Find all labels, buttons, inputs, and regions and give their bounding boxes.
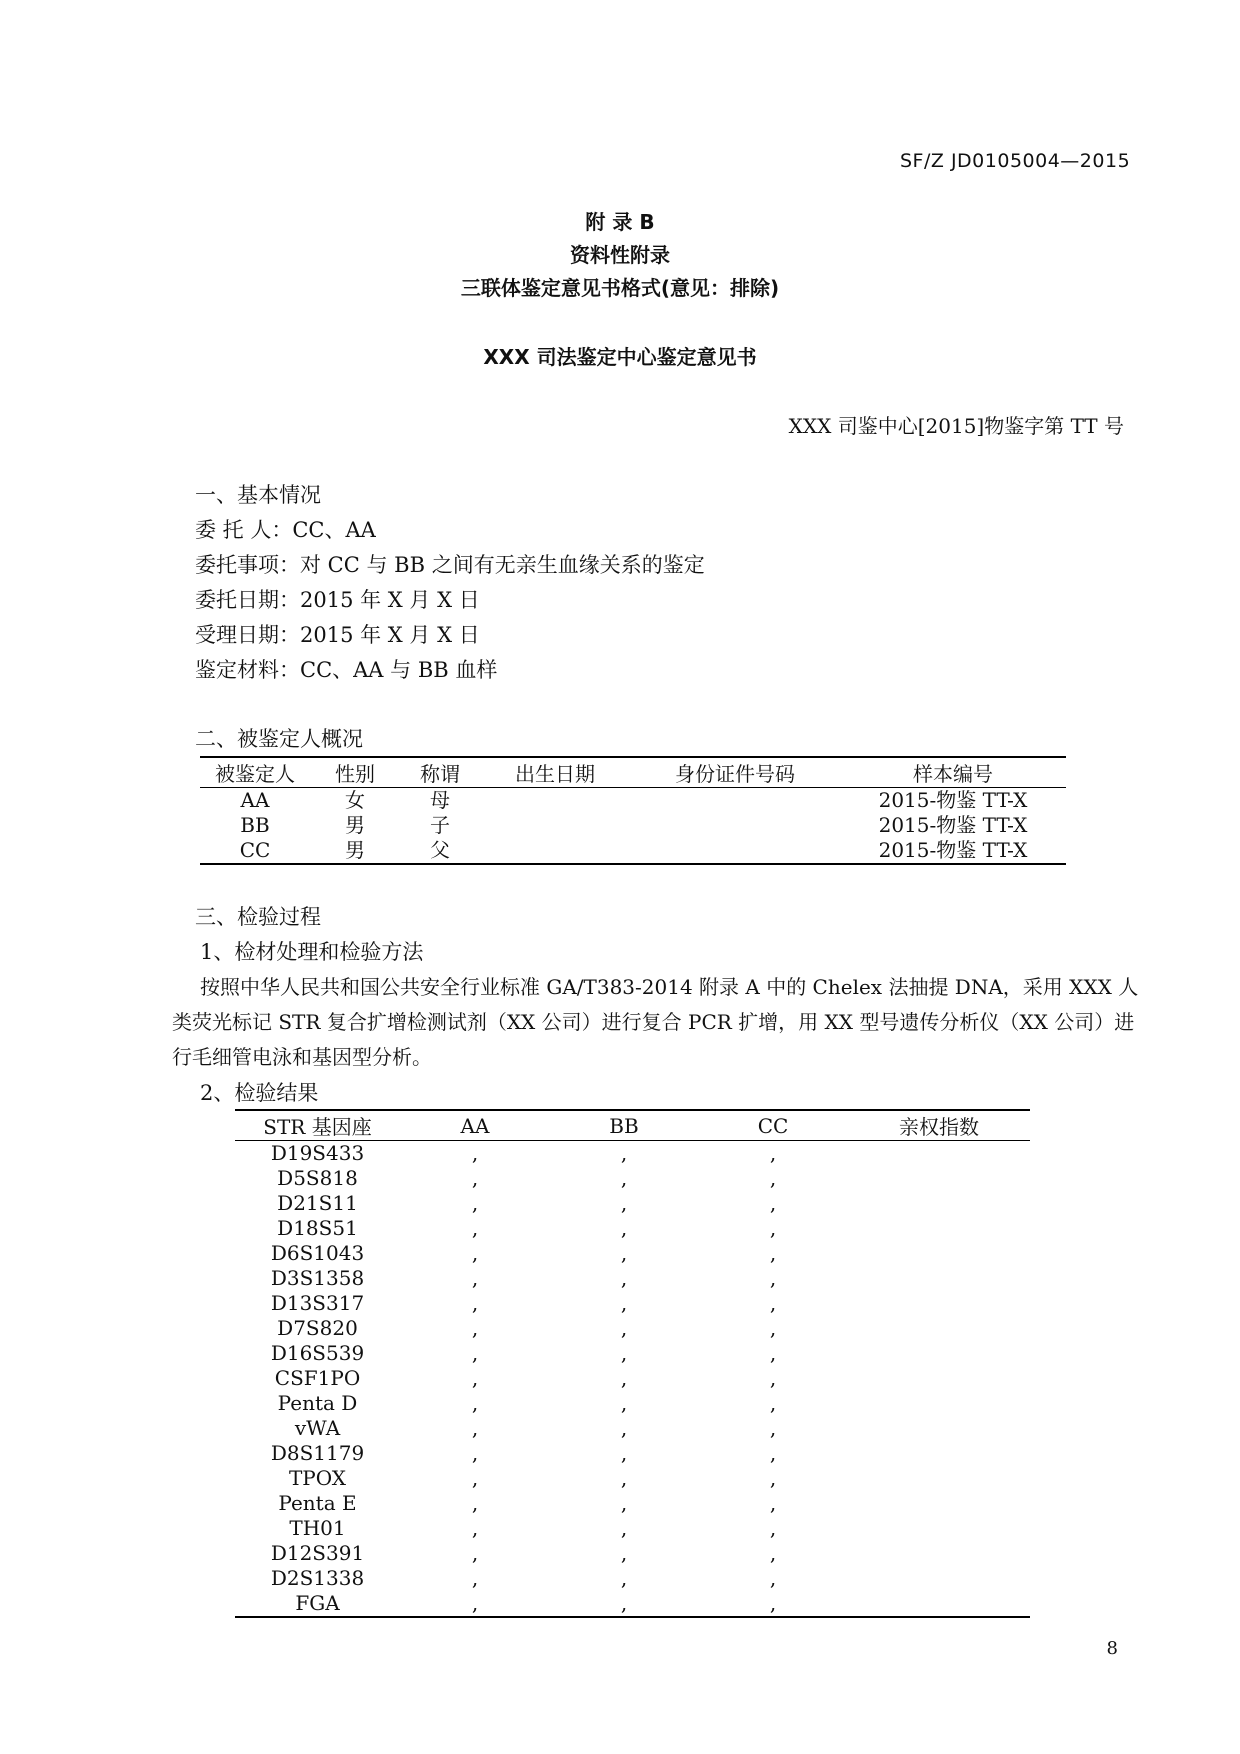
table-cell [480, 788, 630, 814]
paternity-index-cell [848, 1316, 1030, 1341]
genotype-cell: , [620, 1341, 628, 1365]
str-results-table [235, 1109, 1030, 1618]
table-cell [480, 838, 630, 864]
genotype-cell: , [471, 1491, 479, 1515]
paternity-index-cell [848, 1566, 1030, 1591]
table-cell: 母 [430, 788, 450, 812]
locus-name: D6S1043 [270, 1241, 365, 1265]
paternity-index-cell [848, 1466, 1030, 1491]
column-header: CC [698, 1110, 848, 1141]
basic-info-line: 鉴定材料：CC、AA 与 BB 血样 [195, 658, 498, 682]
basic-info-line: 委托事项：对 CC 与 BB 之间有无亲生血缘关系的鉴定 [195, 553, 705, 577]
table-cell [630, 813, 840, 838]
column-header: 亲权指数 [848, 1110, 1030, 1141]
paternity-index-cell [848, 1441, 1030, 1466]
locus-name: D13S317 [270, 1291, 365, 1315]
paternity-index-cell [848, 1141, 1030, 1167]
table-cell [630, 838, 840, 864]
genotype-cell: , [769, 1541, 777, 1565]
table-cell [480, 813, 630, 838]
genotype-cell: , [471, 1166, 479, 1190]
table-cell: 女 [345, 788, 365, 812]
column-header: 性别 [310, 757, 400, 788]
table-row [235, 1591, 1030, 1617]
genotype-cell: , [769, 1266, 777, 1290]
genotype-cell: , [769, 1416, 777, 1440]
paternity-index-cell [848, 1191, 1030, 1216]
genotype-cell: , [769, 1391, 777, 1415]
table-row [235, 1216, 1030, 1241]
locus-name: D3S1358 [270, 1266, 365, 1290]
table-cell: CC [239, 838, 271, 862]
genotype-cell: , [471, 1241, 479, 1265]
genotype-cell: , [620, 1141, 628, 1165]
genotype-cell: , [471, 1366, 479, 1390]
locus-name: Penta D [277, 1391, 358, 1415]
genotype-cell: , [471, 1216, 479, 1240]
paternity-index-cell [848, 1241, 1030, 1266]
locus-name: D19S433 [270, 1141, 365, 1165]
table-header-row [235, 1110, 1030, 1141]
paternity-index-cell [848, 1166, 1030, 1191]
table-cell: BB [240, 813, 270, 837]
genotype-cell: , [620, 1491, 628, 1515]
table-row [235, 1466, 1030, 1491]
genotype-cell: , [471, 1291, 479, 1315]
table-cell: 2015-物鉴 TT-X [878, 813, 1028, 837]
table-row [235, 1241, 1030, 1266]
document-number: XXX 司鉴中心[2015]物鉴字第 TT 号 [788, 414, 1124, 438]
genotype-cell: , [620, 1166, 628, 1190]
genotype-cell: , [620, 1566, 628, 1590]
locus-name: TH01 [289, 1516, 346, 1540]
table-row [235, 1166, 1030, 1191]
table-row [235, 1391, 1030, 1416]
table-row [200, 813, 1066, 838]
paternity-index-cell [848, 1541, 1030, 1566]
paternity-index-cell [848, 1341, 1030, 1366]
locus-name: D18S51 [277, 1216, 358, 1240]
genotype-cell: , [769, 1591, 777, 1615]
column-header: 被鉴定人 [200, 757, 310, 788]
genotype-cell: , [620, 1416, 628, 1440]
appendix-subtitle: 资料性附录 [570, 243, 670, 267]
table-row [235, 1141, 1030, 1167]
genotype-cell: , [769, 1291, 777, 1315]
appendix-title: 附 录 B [585, 210, 655, 234]
section3-heading: 三、检验过程 [195, 905, 321, 929]
table-cell: 2015-物鉴 TT-X [878, 838, 1028, 862]
table-row [235, 1366, 1030, 1391]
genotype-cell: , [769, 1516, 777, 1540]
locus-name: D7S820 [277, 1316, 358, 1340]
method-paragraph-line: 按照中华人民共和国公共安全行业标准 GA/T383-2014 附录 A 中的 Chelex 法抽提 DNA，采用 XXX 人 [200, 975, 1139, 999]
section2-heading: 二、被鉴定人概况 [195, 727, 363, 751]
genotype-cell: , [769, 1341, 777, 1365]
method-paragraph-line: 行毛细管电泳和基因型分析。 [172, 1045, 432, 1069]
table-cell: 2015-物鉴 TT-X [878, 788, 1028, 812]
column-header: 称谓 [400, 757, 480, 788]
genotype-cell: , [471, 1516, 479, 1540]
genotype-cell: , [769, 1141, 777, 1165]
column-header: 出生日期 [480, 757, 630, 788]
table-row [235, 1316, 1030, 1341]
genotype-cell: , [620, 1591, 628, 1615]
genotype-cell: , [620, 1316, 628, 1340]
paternity-index-cell [848, 1291, 1030, 1316]
column-header: 身份证件号码 [630, 757, 840, 788]
subsection-results: 2、检验结果 [200, 1081, 319, 1105]
table-row [235, 1266, 1030, 1291]
genotype-cell: , [471, 1541, 479, 1565]
paternity-index-cell [848, 1491, 1030, 1516]
genotype-cell: , [471, 1591, 479, 1615]
locus-name: D16S539 [270, 1341, 365, 1365]
genotype-cell: , [769, 1466, 777, 1490]
paternity-index-cell [848, 1391, 1030, 1416]
genotype-cell: , [620, 1391, 628, 1415]
genotype-cell: , [769, 1166, 777, 1190]
genotype-cell: , [769, 1366, 777, 1390]
genotype-cell: , [620, 1266, 628, 1290]
section1-heading: 一、基本情况 [195, 483, 321, 507]
genotype-cell: , [620, 1366, 628, 1390]
table-cell: 男 [345, 838, 365, 862]
genotype-cell: , [471, 1416, 479, 1440]
genotype-cell: , [620, 1216, 628, 1240]
page-number: 8 [1106, 1638, 1118, 1659]
table-row [235, 1566, 1030, 1591]
paternity-index-cell [848, 1366, 1030, 1391]
table-row [235, 1416, 1030, 1441]
standard-code: SF/Z JD0105004—2015 [900, 150, 1131, 172]
paternity-index-cell [848, 1416, 1030, 1441]
genotype-cell: , [769, 1566, 777, 1590]
table-row [235, 1341, 1030, 1366]
genotype-cell: , [620, 1441, 628, 1465]
basic-info-line: 委 托 人：CC、AA [195, 518, 376, 542]
genotype-cell: , [769, 1241, 777, 1265]
genotype-cell: , [769, 1191, 777, 1215]
locus-name: D21S11 [277, 1191, 358, 1215]
column-header: STR 基因座 [235, 1110, 400, 1141]
locus-name: D8S1179 [270, 1441, 365, 1465]
genotype-cell: , [620, 1291, 628, 1315]
genotype-cell: , [471, 1391, 479, 1415]
genotype-cell: , [620, 1516, 628, 1540]
locus-name: FGA [295, 1591, 340, 1615]
table-cell: 父 [430, 838, 450, 862]
genotype-cell: , [471, 1316, 479, 1340]
genotype-cell: , [471, 1566, 479, 1590]
locus-name: vWA [294, 1416, 341, 1440]
table-row [235, 1191, 1030, 1216]
column-header: AA [400, 1110, 550, 1141]
table-cell: 子 [430, 813, 450, 837]
subsection-method: 1、检材处理和检验方法 [200, 940, 424, 964]
genotype-cell: , [471, 1141, 479, 1165]
paternity-index-cell [848, 1516, 1030, 1541]
genotype-cell: , [471, 1191, 479, 1215]
method-paragraph-line: 类荧光标记 STR 复合扩增检测试剂（XX 公司）进行复合 PCR 扩增，用 XX 型号遗传分析仪（XX 公司）进 [172, 1010, 1135, 1034]
table-row [200, 838, 1066, 864]
genotype-cell: , [471, 1441, 479, 1465]
basic-info-line: 委托日期：2015 年 X 月 X 日 [195, 588, 480, 612]
genotype-cell: , [620, 1191, 628, 1215]
table-header-row [200, 757, 1066, 788]
str-results-body [235, 1141, 1030, 1618]
table-row [235, 1516, 1030, 1541]
format-title: 三联体鉴定意见书格式(意见：排除) [460, 276, 780, 300]
table-row [235, 1441, 1030, 1466]
genotype-cell: , [620, 1541, 628, 1565]
table-row [235, 1491, 1030, 1516]
genotype-cell: , [471, 1266, 479, 1290]
genotype-cell: , [620, 1466, 628, 1490]
paternity-index-cell [848, 1216, 1030, 1241]
genotype-cell: , [620, 1241, 628, 1265]
genotype-cell: , [471, 1341, 479, 1365]
locus-name: Penta E [278, 1491, 357, 1515]
subject-table [200, 756, 1066, 865]
table-cell [630, 788, 840, 814]
genotype-cell: , [471, 1466, 479, 1490]
genotype-cell: , [769, 1491, 777, 1515]
column-header: BB [550, 1110, 698, 1141]
genotype-cell: , [769, 1441, 777, 1465]
column-header: 样本编号 [840, 757, 1066, 788]
table-row [235, 1541, 1030, 1566]
basic-info-line: 受理日期：2015 年 X 月 X 日 [195, 623, 480, 647]
table-row [235, 1291, 1030, 1316]
table-cell: 男 [345, 813, 365, 837]
locus-name: TPOX [288, 1466, 347, 1490]
genotype-cell: , [769, 1216, 777, 1240]
document-title: XXX 司法鉴定中心鉴定意见书 [483, 345, 757, 369]
genotype-cell: , [769, 1316, 777, 1340]
locus-name: D2S1338 [270, 1566, 365, 1590]
paternity-index-cell [848, 1591, 1030, 1617]
table-cell: AA [240, 788, 270, 812]
locus-name: CSF1PO [274, 1366, 361, 1390]
paternity-index-cell [848, 1266, 1030, 1291]
locus-name: D5S818 [277, 1166, 358, 1190]
locus-name: D12S391 [270, 1541, 365, 1565]
table-row [200, 788, 1066, 814]
